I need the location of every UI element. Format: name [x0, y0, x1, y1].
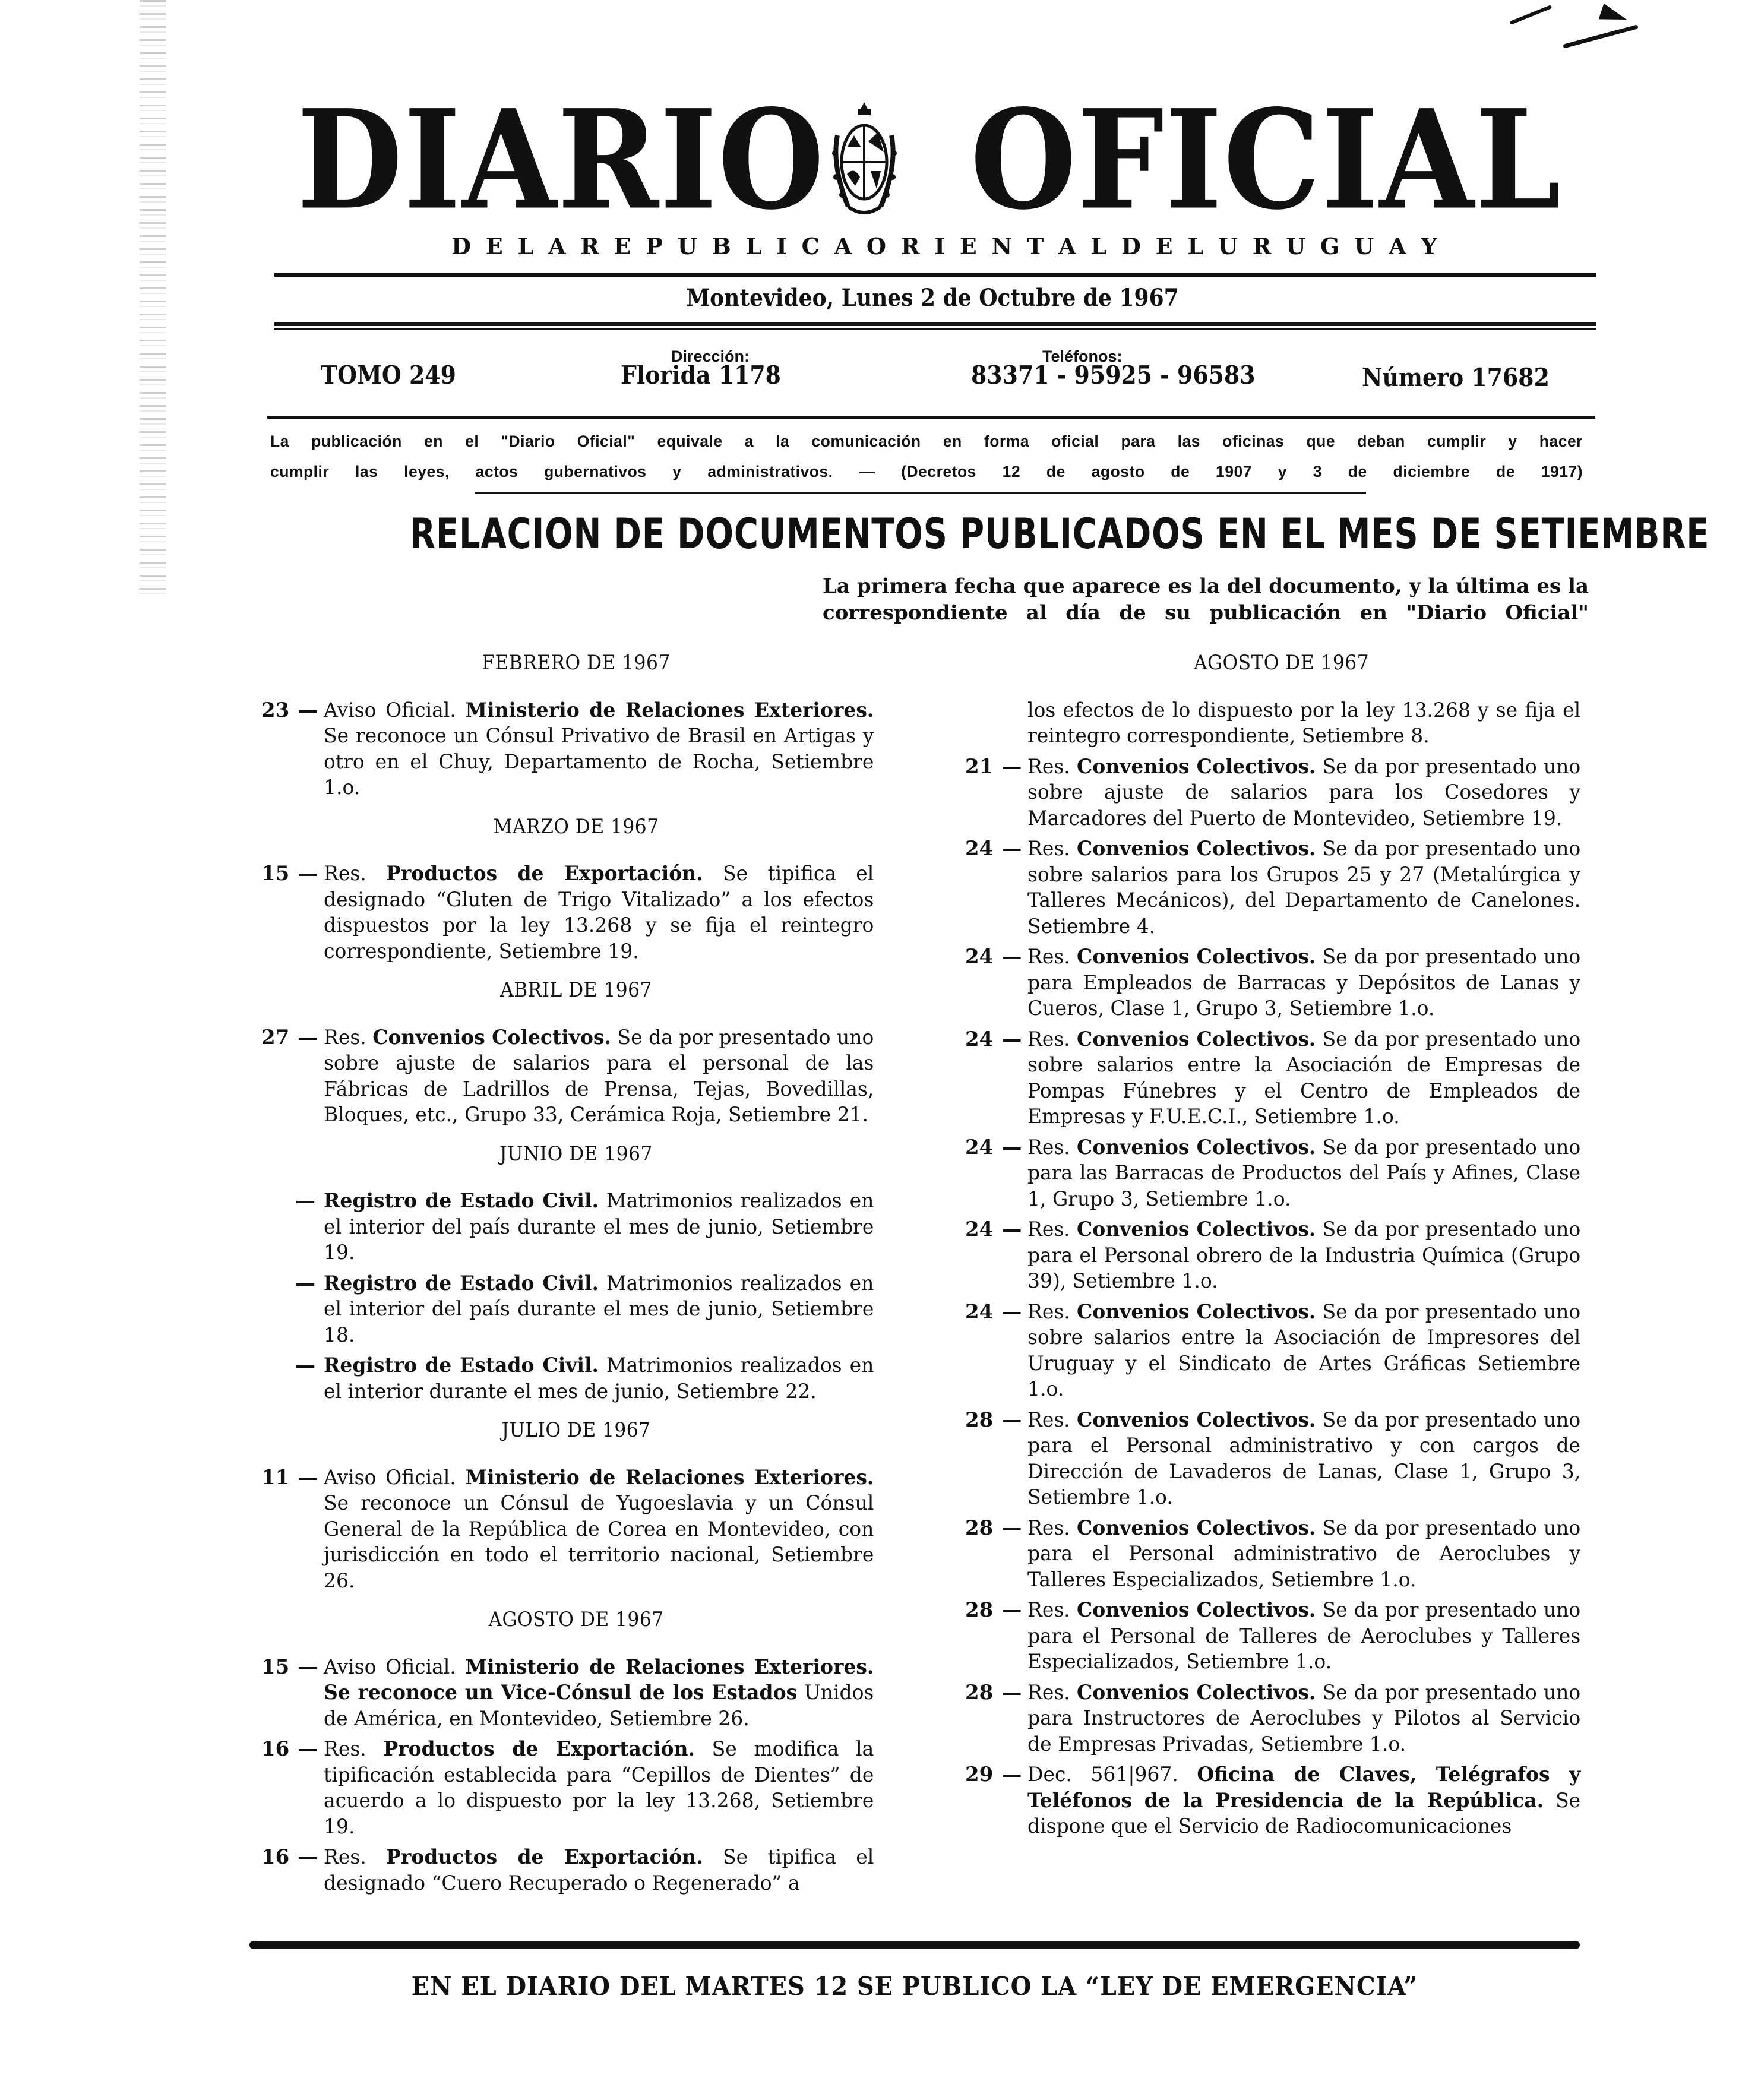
- entry-day-number: 28: [965, 1680, 994, 1704]
- subtitle-letter: E: [1155, 233, 1173, 260]
- entry-body: [324, 1845, 874, 1896]
- dateline-rule: [274, 322, 1596, 326]
- entry-day: [261, 1845, 324, 1896]
- subtitle-letter: U: [1354, 233, 1374, 260]
- entry-day: [965, 836, 1027, 940]
- entry-text: Se da por presentado uno para el Personal de Talleres de Aeroclubes y Talleres Especializados, Setiembre 1.o.: [1027, 1598, 1581, 1674]
- entry-day: [261, 861, 324, 964]
- scan-edge-noise: [140, 0, 166, 594]
- pen-arrowhead-icon: [1599, 4, 1629, 28]
- entry-day: [261, 698, 324, 801]
- list-item: [261, 1353, 891, 1405]
- direccion-value: Florida 1178: [621, 360, 781, 390]
- entry-subject: Registro de Estado Civil.: [324, 1353, 599, 1377]
- tomo-number: TOMO 249: [321, 360, 456, 390]
- entry-dash: —: [1001, 1763, 1022, 1786]
- subtitle-letter: D: [1121, 233, 1141, 260]
- entry-subject: Convenios Colectivos.: [1076, 837, 1316, 861]
- entry-dash: —: [1001, 1680, 1022, 1704]
- entry-text: Se da por presentado uno sobre salarios para los Grupos 25 y 27 (Metalúrgica y Talleres Mecánicos), del Departamento de Canelones. Setiembre 4.: [1027, 837, 1581, 938]
- entry-subject: Registro de Estado Civil.: [324, 1271, 599, 1295]
- entry-day-number: 24: [965, 837, 994, 861]
- entry-text: Se da por presentado uno para el Personal administrativo y con cargos de Dirección de Lavaderos de Lanas, Clase 1, Grupo 3, Setiembre 1.o.: [1027, 1408, 1581, 1509]
- subtitle-letter: I: [934, 233, 945, 260]
- list-item: [965, 836, 1598, 940]
- entry-day-number: 24: [965, 1299, 994, 1324]
- subtitle-letter: L: [517, 233, 534, 260]
- list-item: [261, 698, 891, 801]
- entry-prefix: Res.: [1027, 1598, 1070, 1622]
- entry-dash: —: [295, 1271, 315, 1295]
- list-item: [261, 1025, 891, 1128]
- entry-dash: —: [1001, 1598, 1022, 1622]
- subtitle-letter: B: [712, 233, 731, 260]
- entry-day: [261, 1025, 324, 1128]
- entry-dash: —: [1001, 1516, 1022, 1540]
- month-heading: ABRIL DE 1967: [500, 978, 652, 1002]
- entry-day: [261, 1353, 324, 1405]
- entry-body: [1027, 1516, 1580, 1593]
- entry-subject: Ministerio de Relaciones Exteriores.: [465, 698, 874, 722]
- entry-day: [261, 1465, 324, 1595]
- entry-prefix: Res.: [1027, 754, 1070, 779]
- entry-subject: Productos de Exportación.: [386, 862, 703, 885]
- list-item: [261, 1655, 891, 1732]
- entry-dash: —: [298, 1465, 318, 1489]
- entry-day-number: 24: [965, 945, 994, 969]
- entry-prefix: Aviso Oficial.: [324, 1655, 456, 1679]
- entry-prefix: Res.: [324, 1737, 366, 1761]
- entry-dash: —: [298, 1737, 318, 1761]
- legal-notice-line-2: cumplir las leyes, actos gubernativos y administrativos. — (Decretos 12 de agosto de 1907 y 3 de diciembre de 1917): [270, 463, 1583, 480]
- entry-subject: Convenios Colectivos.: [1076, 1408, 1316, 1432]
- entry-body: [1027, 754, 1580, 832]
- entry-prefix: Res.: [1027, 1135, 1070, 1159]
- entry-text: Se da por presentado uno para el Personal administrativo de Aeroclubes y Talleres Especializados, Setiembre 1.o.: [1027, 1516, 1581, 1592]
- entry-day-number: 21: [965, 754, 994, 779]
- subtitle-letter: P: [646, 233, 663, 260]
- footer-rule: [249, 1941, 1580, 1949]
- entry-day: [965, 1762, 1027, 1840]
- entry-subject: Convenios Colectivos.: [1076, 1135, 1316, 1159]
- list-item: [261, 1188, 891, 1266]
- entry-day: [965, 1135, 1027, 1213]
- entry-body: [1027, 1027, 1580, 1130]
- month-heading: JULIO DE 1967: [501, 1418, 651, 1442]
- subtitle-letter: N: [991, 233, 1013, 260]
- entry-day: [965, 754, 1027, 832]
- list-item: [965, 1135, 1598, 1213]
- entry-text: Se reconoce un Cónsul Privativo de Brasil en Artigas y otro en el Chuy, Departamento de Rocha, Setiembre 1.o.: [324, 724, 874, 799]
- entry-text: Se reconoce un Cónsul de Yugoeslavia y un Cónsul General de la República de Corea en Montevideo, con jurisdicción en todo el territorio nacional, Setiembre 26.: [324, 1491, 874, 1593]
- subtitle-letter: E: [614, 233, 631, 260]
- entry-text: Se dispone que el Servicio de Radiocomunicaciones: [1027, 1788, 1581, 1838]
- intro-note: La primera fecha que aparece es la del documento, y la última es la correspondiente al día de su publicación en "Diario Oficial": [823, 574, 1589, 625]
- subtitle-letter: Y: [1421, 233, 1437, 260]
- entry-day-number: 23: [261, 698, 290, 722]
- subtitle-letter: A: [1389, 233, 1406, 260]
- entry-text: los efectos de lo dispuesto por la ley 13.268 y se fija el reintegro correspondiente, Setiembre 8.: [1027, 698, 1581, 748]
- list-item: [261, 1271, 891, 1349]
- list-item: [965, 1762, 1598, 1840]
- list-item: [965, 1408, 1598, 1511]
- entry-dash: —: [298, 1845, 318, 1869]
- entry-day-number: 28: [965, 1408, 994, 1432]
- entry-subject: Productos de Exportación.: [386, 1845, 703, 1869]
- entry-subject: Oficina de Claves, Telégrafos y Teléfonos de la Presidencia de la República.: [1027, 1763, 1581, 1813]
- entry-body: [324, 1465, 874, 1595]
- entry-day: [261, 1737, 324, 1840]
- entry-body: [324, 861, 874, 964]
- subtitle-letter: D: [451, 233, 471, 260]
- entry-day: [261, 1271, 324, 1349]
- entry-day: [965, 1217, 1027, 1295]
- entry-day-number: 28: [965, 1516, 994, 1540]
- entry-body: [1027, 1762, 1580, 1840]
- entry-body: [1027, 1135, 1580, 1213]
- list-item: [965, 1299, 1598, 1403]
- entry-subject: Convenios Colectivos.: [1076, 1217, 1316, 1241]
- entry-prefix: Res.: [324, 1025, 366, 1049]
- subtitle-letter: A: [1058, 233, 1076, 260]
- entry-day-number: 27: [261, 1025, 290, 1049]
- list-item: [261, 861, 891, 964]
- entry-prefix: Res.: [1027, 1217, 1070, 1241]
- entry-day: [965, 1598, 1027, 1675]
- entry-dash: —: [1001, 837, 1022, 861]
- entry-text: Se da por presentado uno sobre ajuste de salarios para el personal de las Fábricas de Ladrillos de Prensa, Tejas, Bovedillas, Bloques, etc., Grupo 33, Cerámica Roja, Setiembre 21.: [324, 1025, 874, 1127]
- list-item: [965, 944, 1598, 1022]
- footer-announcement: EN EL DIARIO DEL MARTES 12 SE PUBLICO LA “LEY DE EMERGENCIA”: [411, 1972, 1418, 2001]
- subtitle-letter: R: [1252, 233, 1272, 260]
- list-item: [965, 1027, 1598, 1130]
- entry-dash: —: [1001, 1135, 1022, 1159]
- list-item: [261, 1845, 891, 1896]
- entry-day: [965, 1299, 1027, 1403]
- subtitle-letter: A: [834, 233, 852, 260]
- entry-day-number: 29: [965, 1763, 994, 1786]
- subtitle-letter: U: [1286, 233, 1306, 260]
- masthead-title-right: OFICIAL: [970, 80, 1562, 240]
- entry-body: [1027, 1680, 1580, 1758]
- entry-prefix: Res.: [324, 1845, 366, 1869]
- entry-dash: —: [1001, 1217, 1022, 1241]
- entry-dash: —: [1001, 1299, 1022, 1324]
- entry-text: Matrimonios realizados en el interior del país durante el mes de junio, Setiembre 19.: [324, 1189, 874, 1264]
- entry-text: Se da por presentado uno sobre salarios entre la Asociación de Impresores del Uruguay y el Sindicato de Artes Gráficas Setiembre 1.o.: [1027, 1299, 1581, 1401]
- entry-day-number: 11: [261, 1465, 290, 1489]
- entry-subject: Convenios Colectivos.: [1076, 1027, 1316, 1051]
- month-heading: FEBRERO DE 1967: [482, 651, 671, 675]
- list-item: [965, 1680, 1598, 1758]
- entry-subject: Convenios Colectivos.: [1076, 1598, 1316, 1622]
- subtitle-letter: T: [1027, 233, 1044, 260]
- subtitle-letter: U: [1218, 233, 1238, 260]
- entry-text: Se modifica la tipificación establecida para “Cepillos de Dientes” de acuerdo a lo dispuesto por la ley 13.268, Setiembre 19.: [324, 1737, 874, 1839]
- entry-text: Matrimonios realizados en el interior durante el mes de junio, Setiembre 22.: [324, 1353, 874, 1403]
- masthead-subtitle: [451, 233, 1437, 260]
- entry-day-number: 24: [965, 1135, 994, 1159]
- subtitle-letter: L: [1090, 233, 1107, 260]
- entry-day: [261, 1188, 324, 1266]
- entry-dash: —: [295, 1353, 315, 1377]
- entry-subject: Ministerio de Relaciones Exteriores. Se reconoce un Vice-Cónsul de los Estados: [324, 1655, 874, 1704]
- entry-body: [1027, 1408, 1580, 1511]
- entry-day: [965, 1408, 1027, 1511]
- entry-dash: —: [1001, 1027, 1022, 1051]
- subtitle-letter: R: [580, 233, 599, 260]
- entry-dash: —: [1001, 945, 1022, 969]
- entry-body: [324, 1188, 874, 1266]
- pen-mark: [1563, 24, 1638, 48]
- list-item-continuation: [965, 698, 1598, 749]
- entry-body: [324, 1737, 874, 1840]
- telefonos-value: 83371 - 95925 - 96583: [971, 360, 1256, 390]
- entry-day-number: 16: [261, 1845, 290, 1869]
- entry-prefix: Res.: [1027, 1408, 1070, 1432]
- left-column: [261, 650, 891, 1901]
- issue-info-row: [261, 330, 1592, 413]
- entry-day: [965, 1680, 1027, 1758]
- entry-dash: —: [295, 1189, 315, 1213]
- subtitle-letter: L: [745, 233, 762, 260]
- list-item: [261, 1737, 891, 1840]
- entry-body: [1027, 1299, 1580, 1403]
- entry-subject: Convenios Colectivos.: [1076, 754, 1316, 779]
- entry-prefix: Res.: [1027, 1299, 1070, 1324]
- entry-text: Se da por presentado uno sobre salarios entre la Asociación de Empresas de Pompas Fúnebres y el Centro de Empleados de Empresas y F.U.E.C.I., Setiembre 1.o.: [1027, 1027, 1581, 1128]
- entry-dash: —: [298, 862, 318, 885]
- direccion-label: Dirección:: [671, 347, 750, 365]
- entry-subject: Convenios Colectivos.: [1076, 945, 1316, 969]
- entry-subject: Convenios Colectivos.: [1076, 1680, 1316, 1704]
- entry-prefix: Res.: [1027, 837, 1070, 861]
- subtitle-letter: O: [866, 233, 887, 260]
- dateline: Montevideo, Lunes 2 de Octubre de 1967: [686, 284, 1179, 312]
- entry-text: Se da por presentado uno para las Barracas de Productos del País y Afines, Clase 1, Grupo 3, Setiembre 1.o.: [1027, 1135, 1581, 1211]
- entry-text: Se da por presentado uno sobre ajuste de salarios para los Cosedores y Marcadores del Puerto de Montevideo, Setiembre 19.: [1027, 754, 1581, 830]
- entry-prefix: Res.: [324, 862, 366, 885]
- pen-mark: [1510, 5, 1553, 25]
- entry-prefix: Res.: [1027, 945, 1070, 969]
- page-title: RELACION DE DOCUMENTOS PUBLICADOS EN EL MES DE SETIEMBRE: [410, 510, 1710, 558]
- entry-body: [324, 1655, 874, 1732]
- subtitle-letter: R: [900, 233, 920, 260]
- list-item: [965, 754, 1598, 832]
- entry-day: [965, 1516, 1027, 1593]
- entry-subject: Convenios Colectivos.: [1076, 1516, 1316, 1540]
- entry-prefix: Dec. 561|967.: [1027, 1763, 1178, 1786]
- entry-text: Se da por presentado uno para el Personal obrero de la Industria Química (Grupo 39), Setiembre 1.o.: [1027, 1217, 1581, 1293]
- entry-day-number: 24: [965, 1217, 994, 1241]
- entry-day-blank: [965, 698, 1027, 749]
- month-heading: AGOSTO DE 1967: [1193, 651, 1370, 675]
- entry-prefix: Res.: [1027, 1680, 1070, 1704]
- list-item: [965, 1516, 1598, 1593]
- subtitle-letter: E: [485, 233, 503, 260]
- info-rule: [267, 416, 1595, 419]
- subtitle-letter: L: [1187, 233, 1204, 260]
- entry-dash: —: [298, 1025, 318, 1049]
- subtitle-letter: C: [801, 233, 820, 260]
- month-heading: AGOSTO DE 1967: [488, 1608, 664, 1631]
- month-heading: MARZO DE 1967: [493, 814, 659, 839]
- entry-prefix: Res.: [1027, 1516, 1070, 1540]
- subtitle-letter: E: [959, 233, 977, 260]
- entry-body: [1027, 836, 1580, 940]
- entry-day-number: 15: [261, 862, 290, 885]
- legal-notice-line-1: La publicación en el "Diario Oficial" equivale a la comunicación en forma oficial para las oficinas que deban cumplir y hacer: [270, 432, 1583, 450]
- month-heading: JUNIO DE 1967: [499, 1141, 653, 1166]
- entry-body: [1027, 944, 1580, 1022]
- entry-prefix: Aviso Oficial.: [324, 698, 456, 722]
- entry-day-number: 15: [261, 1655, 290, 1679]
- masthead: [297, 80, 1562, 240]
- entry-text: Unidos de América, en Montevideo, Setiembre 26.: [324, 1681, 874, 1731]
- subtitle-letter: I: [776, 233, 787, 260]
- entry-day: [965, 1027, 1027, 1130]
- list-item: [965, 1598, 1598, 1675]
- entry-subject: Convenios Colectivos.: [1076, 1299, 1316, 1324]
- entry-text: Matrimonios realizados en el interior del país durante el mes de junio, Setiembre 18.: [324, 1271, 874, 1347]
- entry-dash: —: [298, 698, 318, 722]
- entry-dash: —: [298, 1655, 318, 1679]
- notice-rule: [475, 492, 1366, 494]
- entry-body: [1027, 1598, 1580, 1675]
- entry-day: [965, 944, 1027, 1022]
- masthead-title-left: DIARIO: [297, 80, 826, 240]
- entry-text: Se da por presentado uno para Empleados de Barracas y Depósitos de Lanas y Cueros, Clase 1, Grupo 3, Setiembre 1.o.: [1027, 945, 1581, 1020]
- entry-body: [324, 1025, 874, 1128]
- entry-dash: —: [1001, 1408, 1022, 1432]
- entry-day: [261, 1655, 324, 1732]
- legal-notice: [270, 426, 1583, 487]
- issue-number: Número 17682: [1362, 363, 1550, 392]
- subtitle-letter: U: [677, 233, 697, 260]
- subtitle-letter: A: [548, 233, 566, 260]
- entry-body: [324, 1271, 874, 1349]
- entry-day-number: 16: [261, 1737, 290, 1761]
- entry-subject: Registro de Estado Civil.: [324, 1189, 599, 1213]
- telefonos-label: Teléfonos:: [1042, 347, 1123, 365]
- entry-day-number: 24: [965, 1027, 994, 1051]
- entry-body: [324, 1353, 874, 1405]
- entry-subject: Convenios Colectivos.: [372, 1025, 611, 1049]
- entry-prefix: Res.: [1027, 1027, 1070, 1051]
- entry-text: Se da por presentado uno para Instructores de Aeroclubes y Pilotos al Servicio de Empresas Privadas, Setiembre 1.o.: [1027, 1680, 1581, 1756]
- coat-of-arms-icon: [830, 100, 899, 222]
- entry-text: Se tipifica el designado “Gluten de Trigo Vitalizado” a los efectos dispuestos por la ley 13.268 y se fija el reintegro correspondiente, Setiembre 19.: [324, 862, 874, 963]
- masthead-rule: [274, 273, 1596, 277]
- entry-body: [1027, 1217, 1580, 1295]
- entry-prefix: Aviso Oficial.: [324, 1465, 456, 1489]
- entry-text: Se tipifica el designado “Cuero Recuperado o Regenerado” a: [324, 1845, 874, 1895]
- list-item: [261, 1465, 891, 1595]
- list-item: [965, 1217, 1598, 1295]
- entry-day-number: 28: [965, 1598, 994, 1622]
- subtitle-letter: G: [1320, 233, 1340, 260]
- entry-body: [324, 698, 874, 801]
- entry-dash: —: [1001, 754, 1022, 779]
- entry-subject: Productos de Exportación.: [383, 1737, 695, 1761]
- entry-subject: Ministerio de Relaciones Exteriores.: [465, 1465, 874, 1489]
- right-column: [965, 650, 1598, 1845]
